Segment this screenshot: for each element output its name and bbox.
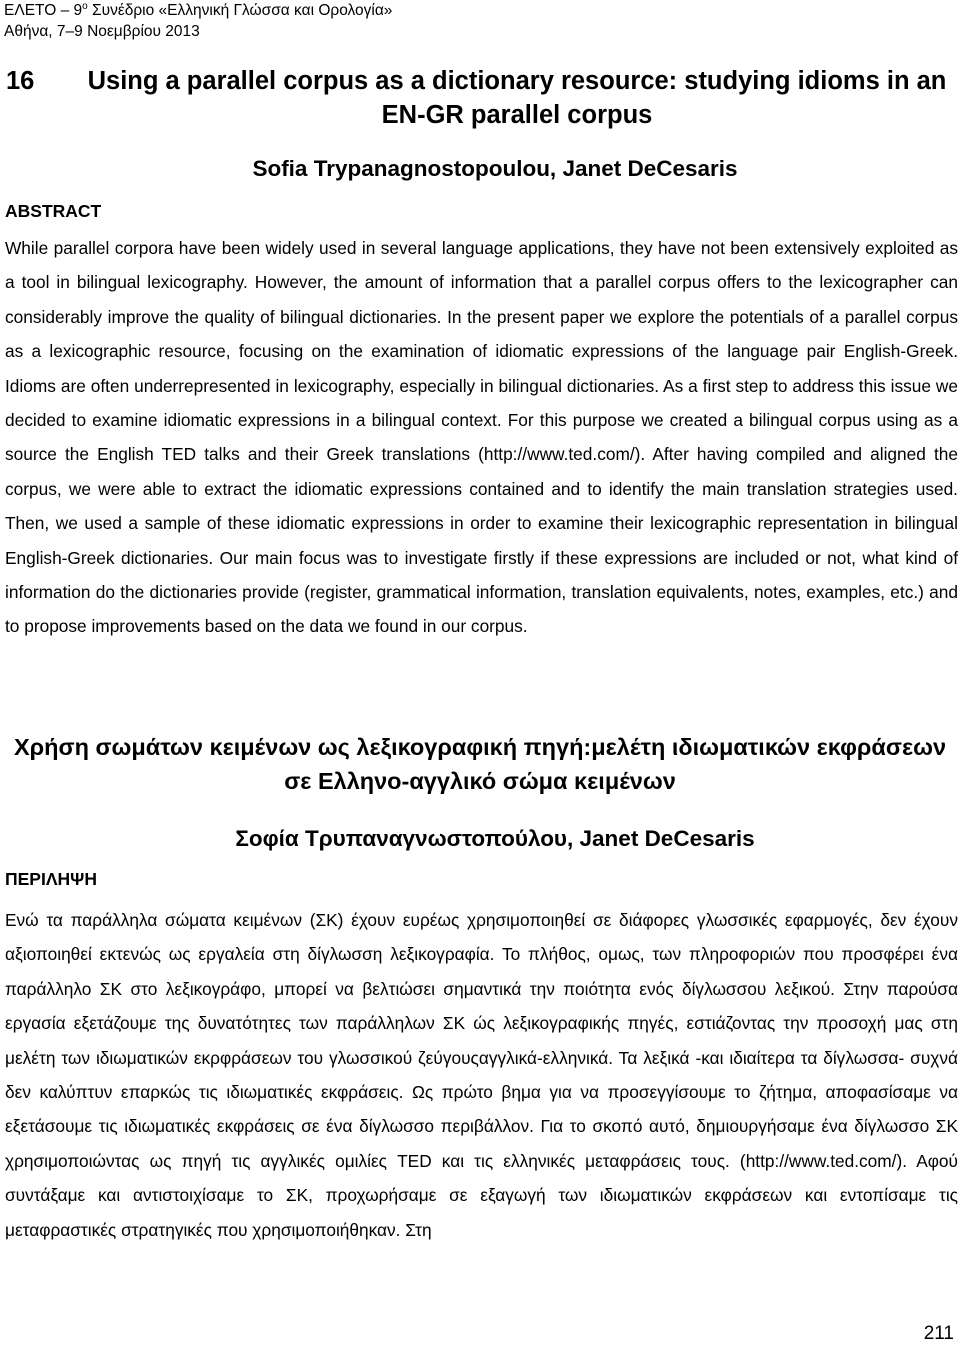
paper-number: 16 [6, 67, 35, 95]
conference-name: ΕΛΕΤΟ – 9 [4, 2, 83, 19]
paper-title-gr: Χρήση σωμάτων κειμένων ως λεξικογραφική πηγή:μελέτη ιδιωματικών εκφράσεων σε Ελληνο-αγγλικό σώμα κειμένων [13, 734, 947, 794]
conference-header [4, 0, 392, 42]
conference-subtitle: Συνέδριο «Ελληνική Γλώσσα και Ορολογία» [87, 2, 393, 19]
abstract-text-gr: Ενώ τα παράλληλα σώματα κειμένων (ΣΚ) έχουν ευρέως χρησιμοποιηθεί σε διάφορες γλωσσικές εφαρμογές, δεν έχουν αξιοποιηθεί εκτενώς ως εργαλεία στη δίγλωσση λεξικογραφία. Το πλήθος, ομως, των πληροφοριών που προσφέρει ένα παράλληλο ΣΚ στο λεξικογράφο, μπορεί να βελτιώσει σημαντικά την ποιότητα ενός δίγλωσσου λεξικού. Στην παρούσα εργασία εξετάζουμε της δυνατότητες των παράλληλων ΣΚ ώς λεξικογραφικής πηγές, εστιάζοντας την προσοχή μας στη μελέτη των ιδιωματικών εκρφράσεων του γλωσσικού ζεύγουςαγγλικά-ελληνικά. Τα λεξικά -και ιδιαίτερα τα δίγλωσσα- συχνά δεν καλύπτυν επαρκώς τις ιδιωματικές εκφράσεις. Ως πρώτο βημα για να προσεγγίσουμε το ζήτημα, αποφασίσαμε να εξετάσουμε τις ιδιωματικές εκφράσεις σε ένα δίγλωσσο περιβάλλον. Για το σκοπό αυτό, δημιουργήσαμε ένα δίγλωσσο ΣΚ χρησιμοποιώντας ως πηγή τις αγγλικές ομιλίες TED και τις ελληνικές μεταφράσεις τους. (http://www.ted.com/). Αφού συντάξαμε και αντιστοιχίσαμε το ΣΚ, προχωρήσαμε σε εξαγωγή των ιδιωματικών εκφράσεων και εντοπίσαμε τις μεταφραστικές στρατηγικές που χρησιμοποιήθηκαν. Στη [5, 910, 958, 1240]
conference-ordinal: ο [82, 0, 88, 12]
abstract-heading-gr: ΠΕΡΙΛΗΨΗ [5, 869, 97, 889]
authors-en: Sofia Trypanagnostopoulou, Janet DeCesaris [252, 156, 738, 181]
page-number: 211 [923, 1323, 954, 1344]
authors-gr: Σοφία Τρυπαναγνωστοπούλου, Janet DeCesaris [235, 826, 755, 851]
conference-location-date: Αθήνα, 7–9 Νοεμβρίου 2013 [4, 23, 200, 40]
paper-title-en: Using a parallel corpus as a dictionary resource: studying idioms in an EN-GR parallel corpus [87, 67, 947, 129]
abstract-heading: ABSTRACT [5, 201, 102, 221]
abstract-text: While parallel corpora have been widely used in several language applications, they have not been extensively exploited as a tool in bilingual lexicography. However, the amount of information that a parallel corpus offers to the lexicographer can considerably improve the quality of bilingual dictionaries. In the present paper we explore the potentials of a parallel corpus as a lexicographic resource, focusing on the examination of idiomatic expressions of the language pair English-Greek. Idioms are often underrepresented in lexicography, especially in bilingual dictionaries. As a first step to address this issue we decided to examine idiomatic expressions in a bilingual context. For this purpose we created a bilingual corpus using as a source the English TED talks and their Greek translations (http://www.ted.com/). After having compiled and aligned the corpus, we were able to extract the idiomatic expressions contained and to identify the main translation strategies used. Then, we used a sample of these idiomatic expressions in order to examine their lexicographic representation in bilingual English-Greek dictionaries. Our main focus was to investigate firstly if these expressions are included or not, what kind of information do the dictionaries provide (register, grammatical information, translation equivalents, notes, examples, etc.) and to propose improvements based on the data we found in our corpus. [5, 238, 958, 637]
conference-title [4, 0, 392, 21]
